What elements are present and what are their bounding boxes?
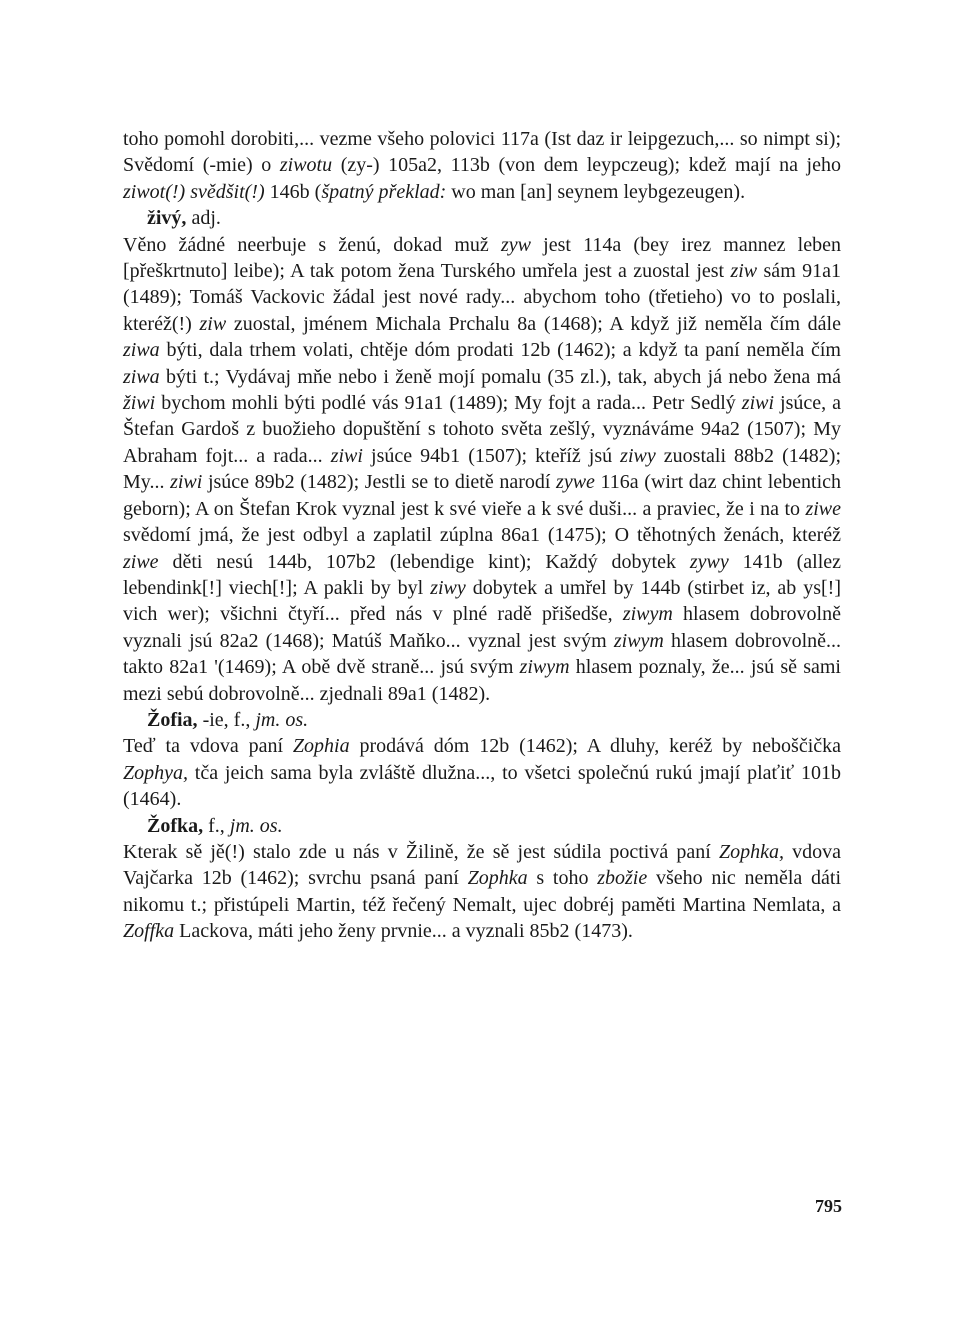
italic-form: Zophka (467, 867, 528, 890)
text-run: bychom mohli býti podlé vás 91a1 (1489); My fojt a rada... Petr Sedlý (155, 392, 742, 415)
italic-form: zyw (500, 233, 531, 256)
italic-form: ziwym (519, 656, 570, 679)
entry-body (123, 232, 841, 707)
text-run: zuostali 88b2 (1482); My... (123, 444, 841, 494)
entry-body (123, 839, 841, 945)
text-run: (zy-) 105a2, 113b (von dem leypczeug); kdež mají na jeho (332, 154, 841, 177)
italic-form: ziwi (741, 392, 775, 415)
italic-form: Zoffka (123, 920, 175, 943)
entry-continuation (123, 126, 841, 205)
text-run: zuostal, jménem Michala Prchalu 8a (1468); A když již neměla čím dále (226, 312, 841, 335)
text-run: vdova Vajčarka 12b (1462); svrchu psaná paní (123, 840, 841, 890)
italic-form: zywy (689, 550, 729, 573)
italic-form: ziwe (123, 550, 159, 573)
italic-form: zywe (556, 471, 595, 494)
italic-form: ziwe (805, 497, 841, 520)
text-run: sám 91a1 (1489); Tomáš Vackovic žádal jest nové rady... abychom toho (třetieho) vo to poslali, kteréž(!) (123, 260, 841, 335)
text-run: Lackova, máti jeho ženy prvnie... a vyznali 85b2 (1473). (174, 920, 633, 943)
text-run: hlasem dobrovolně... takto 82a1 '(1469); A obě dvě straně... jsú svým (123, 629, 842, 679)
text-run: hlasem poznaly, že... jsú sě sami mezi sebú dobrovolně... zjednali 89a1 (1482). (123, 656, 841, 705)
text-run: Věno žádné neerbuje s ženú, dokad muž (123, 233, 501, 256)
italic-form: ziwi (170, 471, 203, 494)
grammar-note: -ie, f., (197, 708, 251, 731)
text-run: dobytek a umřel by 144b (stirbet iz, ab ys[!] vich wer); všichni čtyří... před nás v plné radě přišedše, (123, 576, 841, 626)
text-run: jest 114a (bey irez mannez leben [přeškrtnuto] leibe); A tak potom žena Turského umřela jest a zuostal jest (123, 233, 841, 283)
text-run: jsúce, a Štefan Gardoš z buožieho dopuštění s tohoto světa zešlý, vyznáváme 94a2 (1507); My Abraham fojt... a rada... (123, 392, 841, 467)
text-run: 141b (allez lebendink[!] viech[!]; A pakli by byl (123, 550, 842, 599)
text-run: hlasem dobrovolně vyznali jsú 82a2 (1468); Matúš Maňko... vyznal jest svým (123, 603, 841, 652)
text-run: jsúce 94b1 (1507); kteříž jsú (362, 444, 621, 467)
italic-form: ziwy (620, 444, 656, 467)
italic-form: žiwi (123, 392, 156, 415)
entry-headline (123, 707, 841, 733)
headword: Žofka, (147, 814, 204, 837)
italic-form: ziwa (123, 339, 160, 362)
italic-form: ziwy (430, 576, 466, 599)
italic-form: Zophya, (123, 761, 188, 784)
italic-form: ziwym (622, 603, 673, 626)
grammar-note-italic: jm. os. (224, 814, 283, 837)
text-run: jsúce 89b2 (1482); Jestli se to dietě narodí (202, 471, 557, 494)
entry-headline (123, 813, 841, 839)
headword: Žofia, (147, 708, 198, 731)
italic-form: ziwa (123, 365, 160, 388)
italic-form: ziwym (613, 629, 664, 652)
entry-body (123, 733, 841, 812)
italic-form: ziw (199, 312, 227, 335)
italic-form: zbožie (597, 867, 648, 890)
grammar-note: f., (203, 814, 225, 837)
italic-form: ziwi (330, 444, 363, 467)
grammar-note: adj. (186, 207, 221, 230)
text-run: býti t.; Vydávaj mňe nebo i ženě mojí pomalu (35 zl.), tak, abych já nebo žena má (159, 365, 841, 388)
text-run: prodává dóm 12b (1462); A dluhy, keréž by neboščička (349, 735, 842, 758)
entry-headline (123, 205, 841, 231)
text-run: býti, dala trhem volati, chtěje dóm prodati 12b (1462); a když ta paní neměla čím (159, 339, 841, 362)
text-run: 116a (wirt daz chint lebentich geborn); A on Štefan Krok vyznal jest k své vieře a k své duši... a praviec, že i na to (123, 471, 842, 520)
headword: živý, (147, 207, 187, 230)
text-run: wo man [an] seynem leybgezeugen). (446, 180, 746, 203)
text-run: svědomí jmá, že jest odbyl a zaplatil zúplna 86a1 (1475); O těhotných ženách, kteréž (123, 524, 841, 547)
page-text (123, 126, 841, 945)
italic-form: špatný překlad: (321, 180, 447, 203)
page-number: 795 (815, 1196, 842, 1216)
italic-form: ziw (730, 260, 758, 283)
italic-form: ziwotu (279, 154, 333, 177)
text-run: Kterak sě jě(!) stalo zde u nás v Žilině, že sě jest súdila poctivá paní (123, 840, 719, 863)
text-run: tča jeich sama byla zvláště dlužna..., to všetci společnú rukú jmají plaťiť 101b (1464). (123, 761, 841, 811)
text-run: s toho (527, 867, 598, 890)
text-run: všeho nic neměla dáti nikomu t.; přistúpeli Martin, též řečený Nemalt, ujec dobréj paměti Martina Nemlata, a (123, 867, 842, 916)
italic-form: Zophia (292, 735, 350, 758)
text-run: děti nesú 144b, 107b2 (lebendige kint); Každý dobytek (158, 550, 690, 573)
italic-form: ziwot(!) svědšit(!) (123, 180, 265, 203)
text-run: 146b ( (264, 180, 322, 203)
text-run: toho pomohl dorobiti,... vezme všeho polovici 117a (Ist daz ir leipgezuch,... so nimpt si); Svědomí (-mie) o (123, 128, 841, 177)
grammar-note-italic: jm. os. (250, 708, 309, 731)
text-run: Teď ta vdova paní (123, 735, 293, 758)
italic-form: Zophka, (718, 840, 784, 863)
